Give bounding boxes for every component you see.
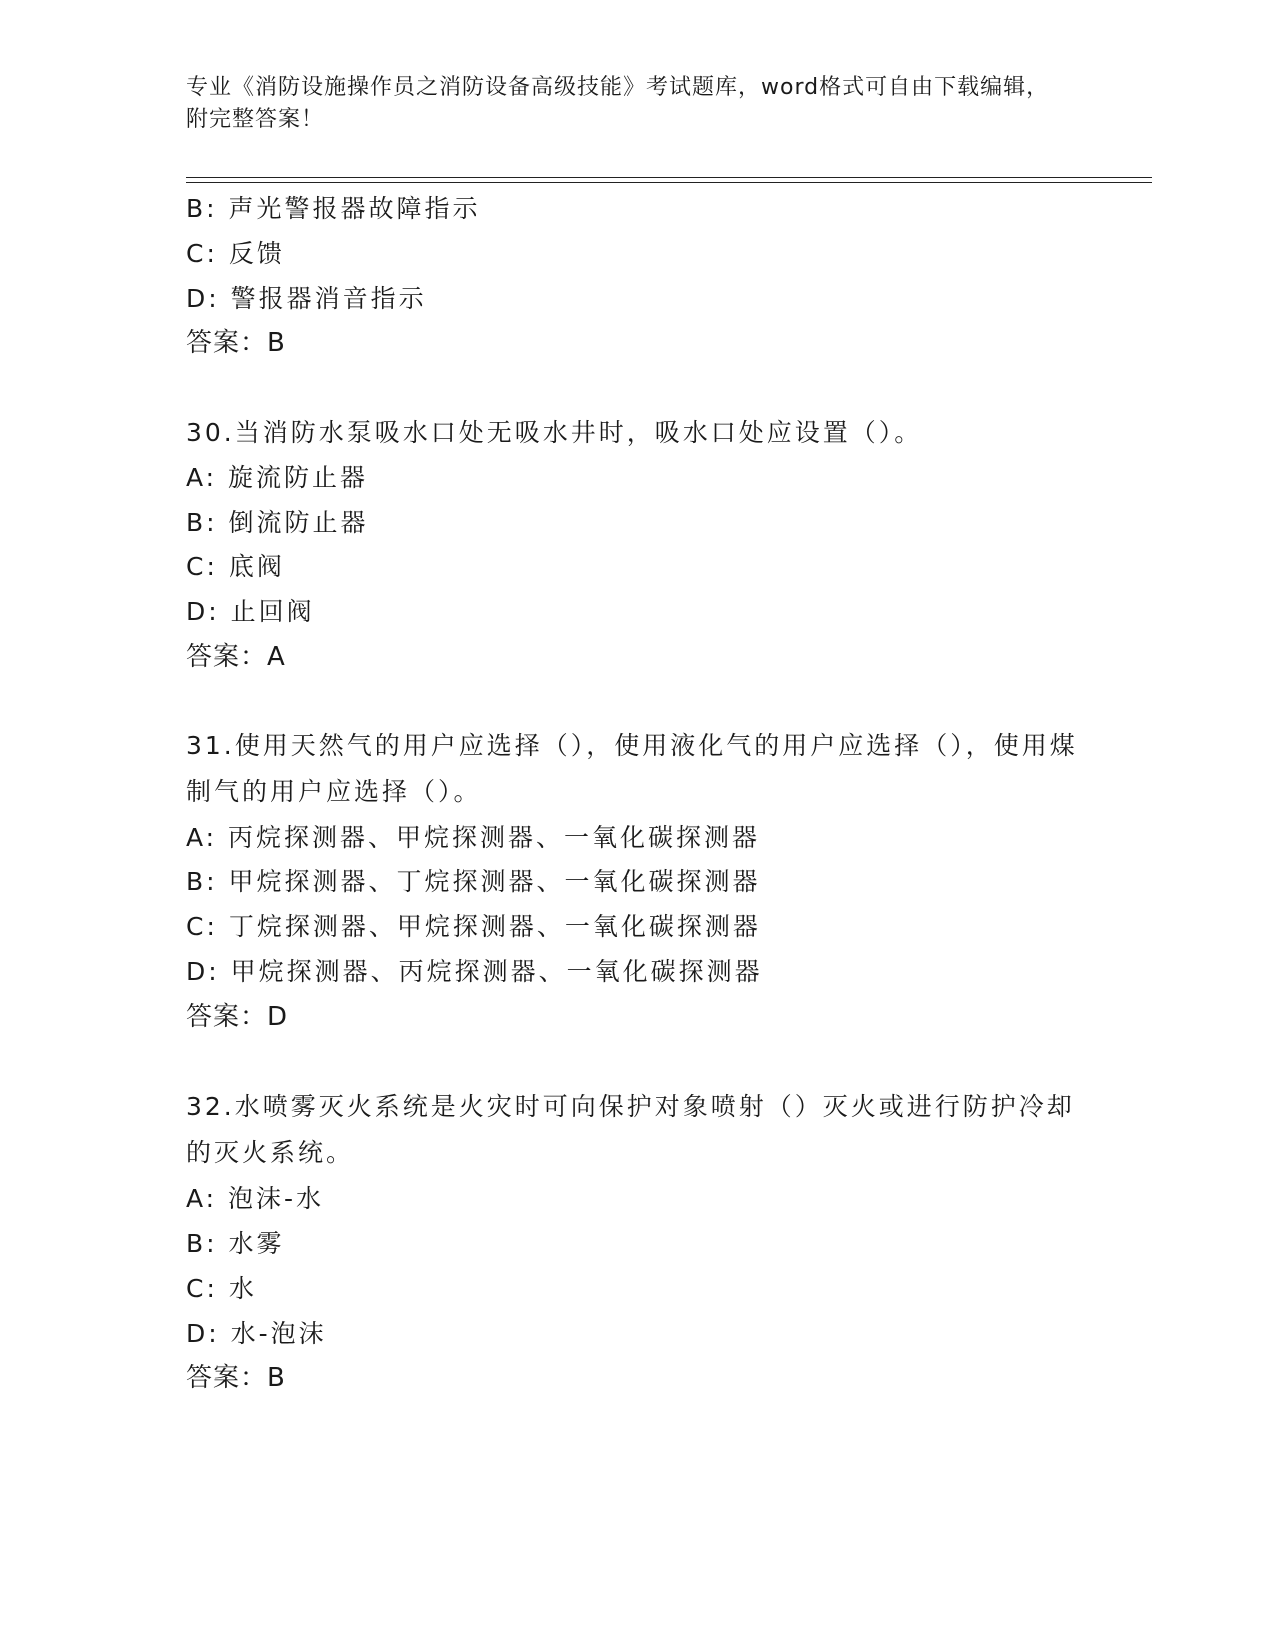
option-c: C: 底阀 [186,552,285,581]
option-d: D: 警报器消音指示 [186,284,427,313]
option-a: A: 泡沫-水 [186,1184,325,1213]
answer: 答案：B [186,1363,286,1393]
question-stem: 31.使用天然气的用户应选择（），使用液化气的用户应选择（），使用煤制气的用户应选择（）。 [186,731,1078,806]
header-divider-top [186,177,1152,178]
option-b: B: 水雾 [186,1229,285,1258]
question-stem: 30.当消防水泵吸水口处无吸水井时，吸水口处应设置（）。 [186,418,923,447]
option-b: B: 倒流防止器 [186,508,369,537]
option-d: D: 止回阀 [186,597,315,626]
question-stem: 32.水喷雾灭火系统是火灾时可向保护对象喷射（）灭火或进行防护冷却的灭火系统。 [186,1092,1075,1167]
option-c: C: 水 [186,1274,257,1303]
document-header: 专业《消防设施操作员之消防设备高级技能》考试题库，word格式可自由下载编辑，附完整答案！ [186,75,1050,132]
answer: 答案：A [186,642,286,672]
answer: 答案：B [186,328,286,358]
answer: 答案：D [186,1002,289,1032]
header-divider-bottom [186,182,1152,183]
option-a: A: 旋流防止器 [186,463,369,492]
option-a: A: 丙烷探测器、甲烷探测器、一氧化碳探测器 [186,823,761,852]
option-c: C: 反馈 [186,239,285,268]
option-c: C: 丁烷探测器、甲烷探测器、一氧化碳探测器 [186,912,761,941]
option-b: B: 甲烷探测器、丁烷探测器、一氧化碳探测器 [186,867,761,896]
option-d: D: 水-泡沫 [186,1319,327,1348]
option-b: B: 声光警报器故障指示 [186,194,481,223]
option-d: D: 甲烷探测器、丙烷探测器、一氧化碳探测器 [186,957,763,986]
